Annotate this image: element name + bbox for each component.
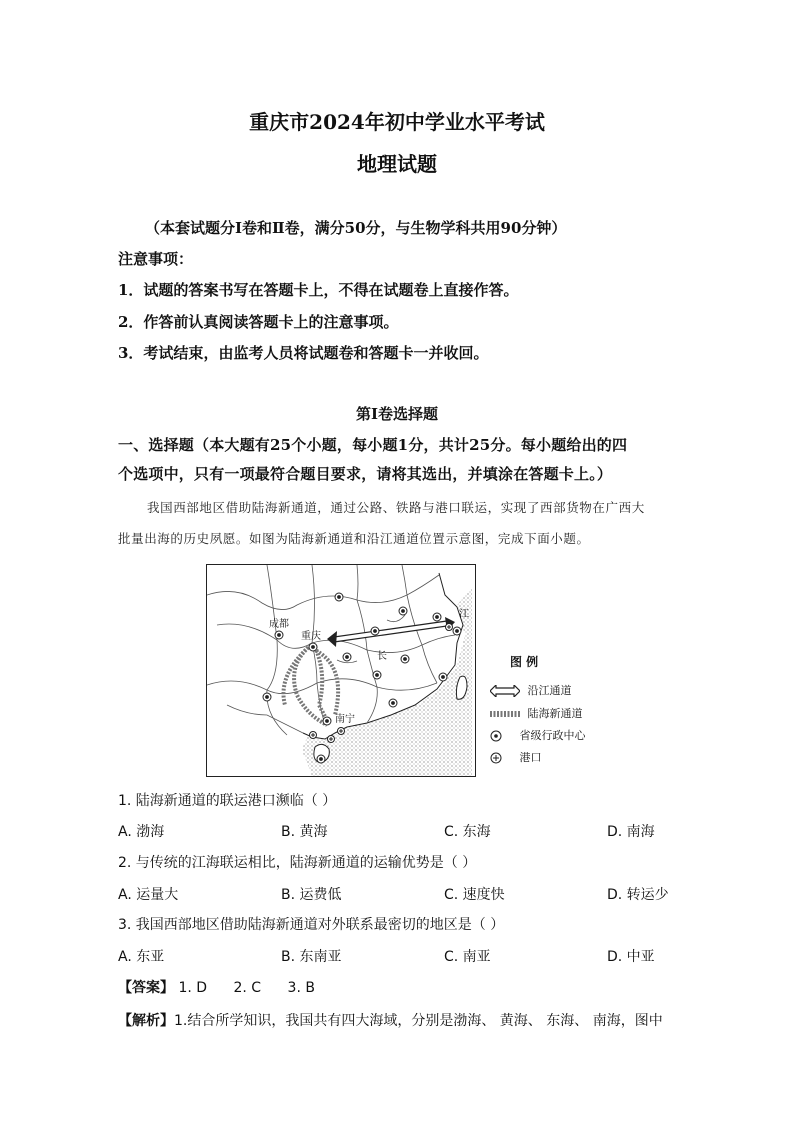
- legend-yangtze: [490, 682, 572, 698]
- exam-note: （本套试题分Ⅰ卷和Ⅱ卷，满分50分，与生物学科共用90分钟）: [145, 219, 567, 237]
- answer-line: [118, 977, 315, 997]
- page-title: 重庆市2024年初中学业水平考试: [249, 110, 545, 134]
- option: D. 南海: [607, 824, 655, 840]
- option: B. 运费低: [281, 887, 342, 903]
- double-arrow-icon: [490, 685, 520, 697]
- option: B. 黄海: [281, 824, 328, 840]
- answer-value: 2. C: [233, 980, 262, 996]
- answer-label: 【答案】: [118, 980, 174, 996]
- instructions-heading: 注意事项：: [118, 250, 194, 268]
- question-stem: 1. 陆海新通道的联运港口濒临（ ）: [118, 793, 337, 809]
- corridor-map: [206, 564, 476, 777]
- option: D. 中亚: [607, 949, 655, 965]
- legend-label: 沿江通道: [527, 684, 572, 697]
- analysis-text: 1.结合所学知识，我国共有四大海域，分别是渤海、 黄海、 东海、 南海，图中: [174, 1013, 663, 1029]
- legend-area: [472, 565, 475, 776]
- analysis-label: 【解析】: [118, 1013, 174, 1029]
- label-chengdu: 成都: [269, 619, 289, 630]
- analysis-line: [118, 1010, 663, 1030]
- answer-value: 1. D: [178, 980, 208, 996]
- legend-capital: [490, 727, 586, 743]
- part-instruction-line1: 一、选择题（本大题有25个小题，每小题1分，共计25分。每小题给出的四: [118, 436, 628, 454]
- answer-value: 3. B: [287, 980, 315, 996]
- legend-port: [490, 749, 542, 765]
- option: B. 东南亚: [281, 949, 342, 965]
- capital-icon: [490, 730, 502, 742]
- hatched-band-icon: [490, 708, 520, 720]
- option: C. 东海: [444, 824, 491, 840]
- question-stem: 3. 我国西部地区借助陆海新通道对外联系最密切的地区是（ ）: [118, 917, 505, 933]
- legend-title: 图 例: [510, 655, 539, 669]
- option: A. 渤海: [118, 824, 165, 840]
- land-sea-corridor: [283, 645, 338, 725]
- legend-label: 陆海新通道: [527, 707, 583, 720]
- intro-line2: 批量出海的历史夙愿。如图为陆海新通道和沿江通道位置示意图，完成下面小题。: [118, 531, 590, 546]
- instruction-item: 1．试题的答案书写在答题卡上，不得在试题卷上直接作答。: [118, 281, 519, 299]
- label-chongqing: 重庆: [301, 631, 321, 642]
- option: C. 速度快: [444, 887, 505, 903]
- legend-label: 省级行政中心: [519, 729, 586, 742]
- option: C. 南亚: [444, 949, 491, 965]
- label-nanning: 南宁: [335, 714, 355, 725]
- label-chang: 长: [377, 651, 387, 662]
- legend-label: 港口: [519, 751, 542, 764]
- question-stem: 2. 与传统的江海联运相比，陆海新通道的运输优势是（ ）: [118, 855, 477, 871]
- page-subtitle: 地理试题: [357, 152, 437, 176]
- option: A. 东亚: [118, 949, 165, 965]
- option: D. 转运少: [607, 887, 669, 903]
- instruction-item: 2．作答前认真阅读答题卡上的注意事项。: [118, 313, 399, 331]
- section-title: 第Ⅰ卷选择题: [355, 405, 439, 423]
- option: A. 运量大: [118, 887, 179, 903]
- label-jiang: 江: [459, 609, 469, 620]
- intro-line1: 我国西部地区借助陆海新通道，通过公路、铁路与港口联运，实现了西部货物在广西大: [147, 500, 645, 515]
- port-icon: [490, 752, 502, 764]
- instruction-item: 3．考试结束，由监考人员将试题卷和答题卡一并收回。: [118, 344, 489, 362]
- legend-landsea: [490, 705, 583, 721]
- map-graphic: [207, 565, 475, 776]
- part-instruction-line2: 个选项中，只有一项最符合题目要求，请将其选出，并填涂在答题卡上。）: [118, 465, 613, 483]
